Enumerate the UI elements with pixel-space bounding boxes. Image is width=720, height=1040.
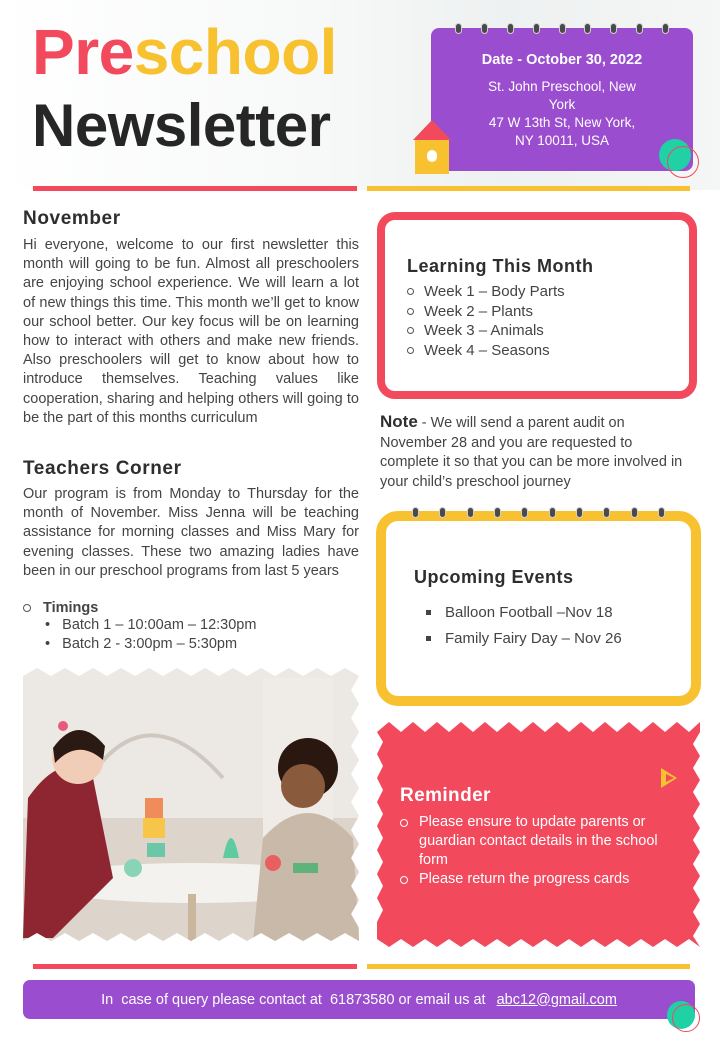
square-bullet-icon xyxy=(426,636,431,641)
batch-item: • Batch 2 - 3:00pm – 5:30pm xyxy=(45,636,238,652)
november-heading: November xyxy=(23,208,121,229)
title-school: school xyxy=(133,16,337,88)
circle-bullet-icon xyxy=(400,876,408,884)
list-item: Week 3 – Animals xyxy=(407,321,594,341)
note-label: Note xyxy=(380,412,418,431)
divider-coral xyxy=(33,964,357,969)
events-heading: Upcoming Events xyxy=(414,567,574,587)
divider-yellow xyxy=(367,186,690,191)
reminder-heading: Reminder xyxy=(400,785,491,806)
date-card xyxy=(431,28,693,171)
divider-coral xyxy=(33,186,357,191)
contact-footer xyxy=(23,980,695,1019)
list-item: Balloon Football –Nov 18 xyxy=(426,604,622,621)
title-pre: Pre xyxy=(32,16,134,88)
circle-bullet-icon xyxy=(407,308,414,315)
november-text: Hi everyone, welcome to our first newsletter this month will going to be fun. Almost all preschoolers are enjoying school experience. We will learn a lot of new things this time. This month we’ll get to know our school better. Our key focus will be on learning how to interact with others and make new friends. Also preschoolers will get to know about how to introduce themselves. Teaching values like cooperation, sharing and helping others will going to be the part of this months curriculum xyxy=(23,237,359,426)
list-item: Week 4 – Seasons xyxy=(407,341,594,361)
circle-bullet-icon xyxy=(407,347,414,354)
newsletter-date: Date - October 30, 2022 xyxy=(481,52,643,68)
circle-bullet-icon xyxy=(23,604,31,612)
learning-this-month-card xyxy=(377,212,697,399)
square-bullet-icon xyxy=(426,610,431,615)
circle-bullet-icon xyxy=(407,327,414,334)
binder-rings xyxy=(412,507,665,518)
address-line: 47 W 13th St, New York, xyxy=(488,115,636,130)
list-item: Please ensure to update parents or guardian contact details in the school form xyxy=(400,813,690,870)
circle-bullet-icon xyxy=(407,288,414,295)
learning-heading: Learning This Month xyxy=(407,256,594,276)
list-item: Family Fairy Day – Nov 26 xyxy=(426,630,622,647)
footer-text: In case of query please contact at 61873580 or email us at xyxy=(101,991,490,1008)
newsletter-title xyxy=(32,16,337,159)
teachers-corner-heading: Teachers Corner xyxy=(23,458,182,479)
classroom-photo xyxy=(23,668,359,941)
note-block xyxy=(380,412,690,492)
title-newsletter: Newsletter xyxy=(32,92,331,159)
address-line: NY 10011, USA xyxy=(514,133,610,148)
timings-block xyxy=(23,600,256,654)
ring-decoration xyxy=(667,146,699,178)
list-item: Week 1 – Body Parts xyxy=(407,282,594,302)
upcoming-events-card xyxy=(376,511,701,706)
teachers-text: Our program is from Monday to Thursday for the month of November. Miss Jenna will be teaching assistance for morning classes and Miss Mary for evening classes. These two amazing ladies have been in our preschool programs from last 5 years xyxy=(23,486,359,579)
note-text: - We will send a parent audit on November 28 and you are requested to complete it so that you can be more involved in your child’s preschool journey xyxy=(380,415,683,490)
house-icon xyxy=(413,120,451,175)
reminder-content xyxy=(400,785,690,889)
address-line: York xyxy=(548,97,576,112)
list-item: Week 2 – Plants xyxy=(407,302,594,322)
timings-label: Timings xyxy=(43,600,99,616)
circle-bullet-icon xyxy=(400,819,408,827)
divider-yellow xyxy=(367,964,690,969)
batch-item: • Batch 1 – 10:00am – 12:30pm xyxy=(45,617,257,633)
email-link[interactable]: abc12@gmail.com xyxy=(496,991,617,1008)
list-item: Please return the progress cards xyxy=(400,870,690,889)
address-line: St. John Preschool, New xyxy=(488,79,636,94)
binder-rings xyxy=(455,23,669,34)
ring-decoration xyxy=(672,1004,700,1032)
